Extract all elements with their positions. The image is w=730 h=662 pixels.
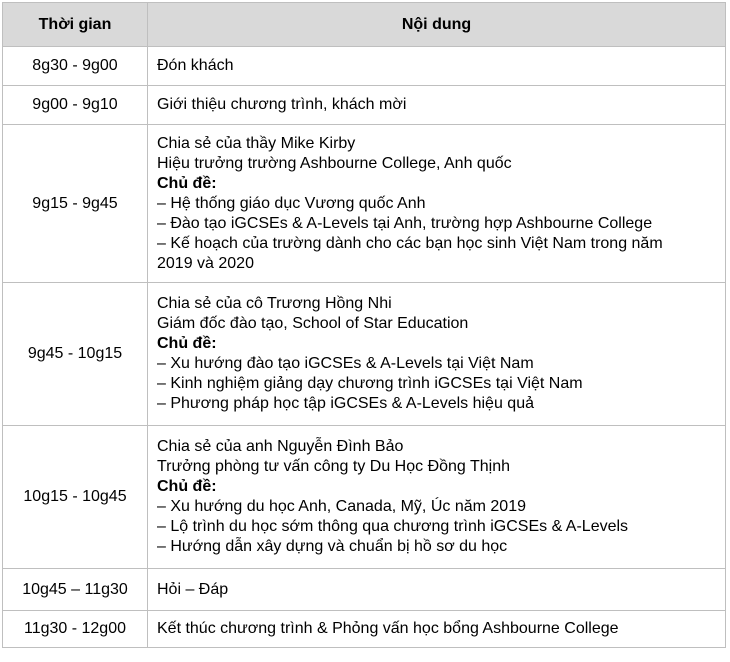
role-line: Trưởng phòng tư vấn công ty Du Học Đồng Thịnh (157, 458, 510, 475)
topic-label: Chủ đề: (157, 335, 217, 352)
time-cell: 9g15 - 9g45 (3, 125, 148, 283)
topic-item: – Đào tạo iGCSEs & A-Levels tại Anh, trường hợp Ashbourne College (157, 214, 653, 232)
content-cell (148, 569, 726, 611)
table-row (3, 426, 726, 569)
table-row (3, 283, 726, 426)
content-line: Đón khách (157, 57, 234, 74)
table-row (3, 47, 726, 86)
time-cell: 10g45 – 11g30 (3, 569, 148, 611)
speaker-line: Chia sẻ của anh Nguyễn Đình Bảo (157, 438, 404, 455)
content-line: Giới thiệu chương trình, khách mời (157, 96, 407, 113)
role-line: Giám đốc đào tạo, School of Star Education (157, 315, 469, 332)
topic-item: – Lộ trình du học sớm thông qua chương trình iGCSEs & A-Levels (157, 518, 629, 535)
header-row (3, 3, 726, 47)
header-time: Thời gian (3, 3, 148, 47)
time-cell: 8g30 - 9g00 (3, 47, 148, 86)
topic-item: – Xu hướng du học Anh, Canada, Mỹ, Úc năm 2019 (157, 498, 526, 515)
content-cell (148, 47, 726, 86)
content-cell (148, 283, 726, 426)
content-cell (148, 611, 726, 648)
topic-label: Chủ đề: (157, 478, 217, 495)
table-row (3, 86, 726, 125)
topic-item: – Phương pháp học tập iGCSEs & A-Levels hiệu quả (157, 395, 534, 412)
time-cell: 10g15 - 10g45 (3, 426, 148, 569)
content-cell (148, 125, 726, 283)
speaker-line: Chia sẻ của cô Trương Hồng Nhi (157, 295, 392, 312)
topic-item: – Xu hướng đào tạo iGCSEs & A-Levels tại Việt Nam (157, 355, 534, 372)
table-row (3, 611, 726, 648)
topic-item: – Kinh nghiệm giảng dạy chương trình iGCSEs tại Việt Nam (157, 375, 583, 392)
header-content: Nội dung (148, 3, 726, 47)
topic-item: – Kế hoạch của trường dành cho các bạn học sinh Việt Nam trong năm (157, 234, 663, 252)
time-cell: 9g45 - 10g15 (3, 283, 148, 426)
topic-item: 2019 và 2020 (157, 254, 254, 272)
table-row (3, 125, 726, 283)
schedule-table (2, 2, 726, 648)
topic-item: – Hệ thống giáo dục Vương quốc Anh (157, 194, 426, 212)
table-row (3, 569, 726, 611)
content-line: Hỏi – Đáp (157, 580, 229, 598)
role-line: Hiệu trưởng trường Ashbourne College, Anh quốc (157, 154, 512, 172)
time-cell: 11g30 - 12g00 (3, 611, 148, 648)
time-cell: 9g00 - 9g10 (3, 86, 148, 125)
content-cell (148, 86, 726, 125)
content-cell (148, 426, 726, 569)
speaker-line: Chia sẻ của thầy Mike Kirby (157, 134, 356, 152)
topic-item: – Hướng dẫn xây dựng và chuẩn bị hồ sơ du học (157, 538, 508, 555)
content-line: Kết thúc chương trình & Phỏng vấn học bổng Ashbourne College (157, 620, 619, 637)
topic-label: Chủ đề: (157, 174, 217, 192)
